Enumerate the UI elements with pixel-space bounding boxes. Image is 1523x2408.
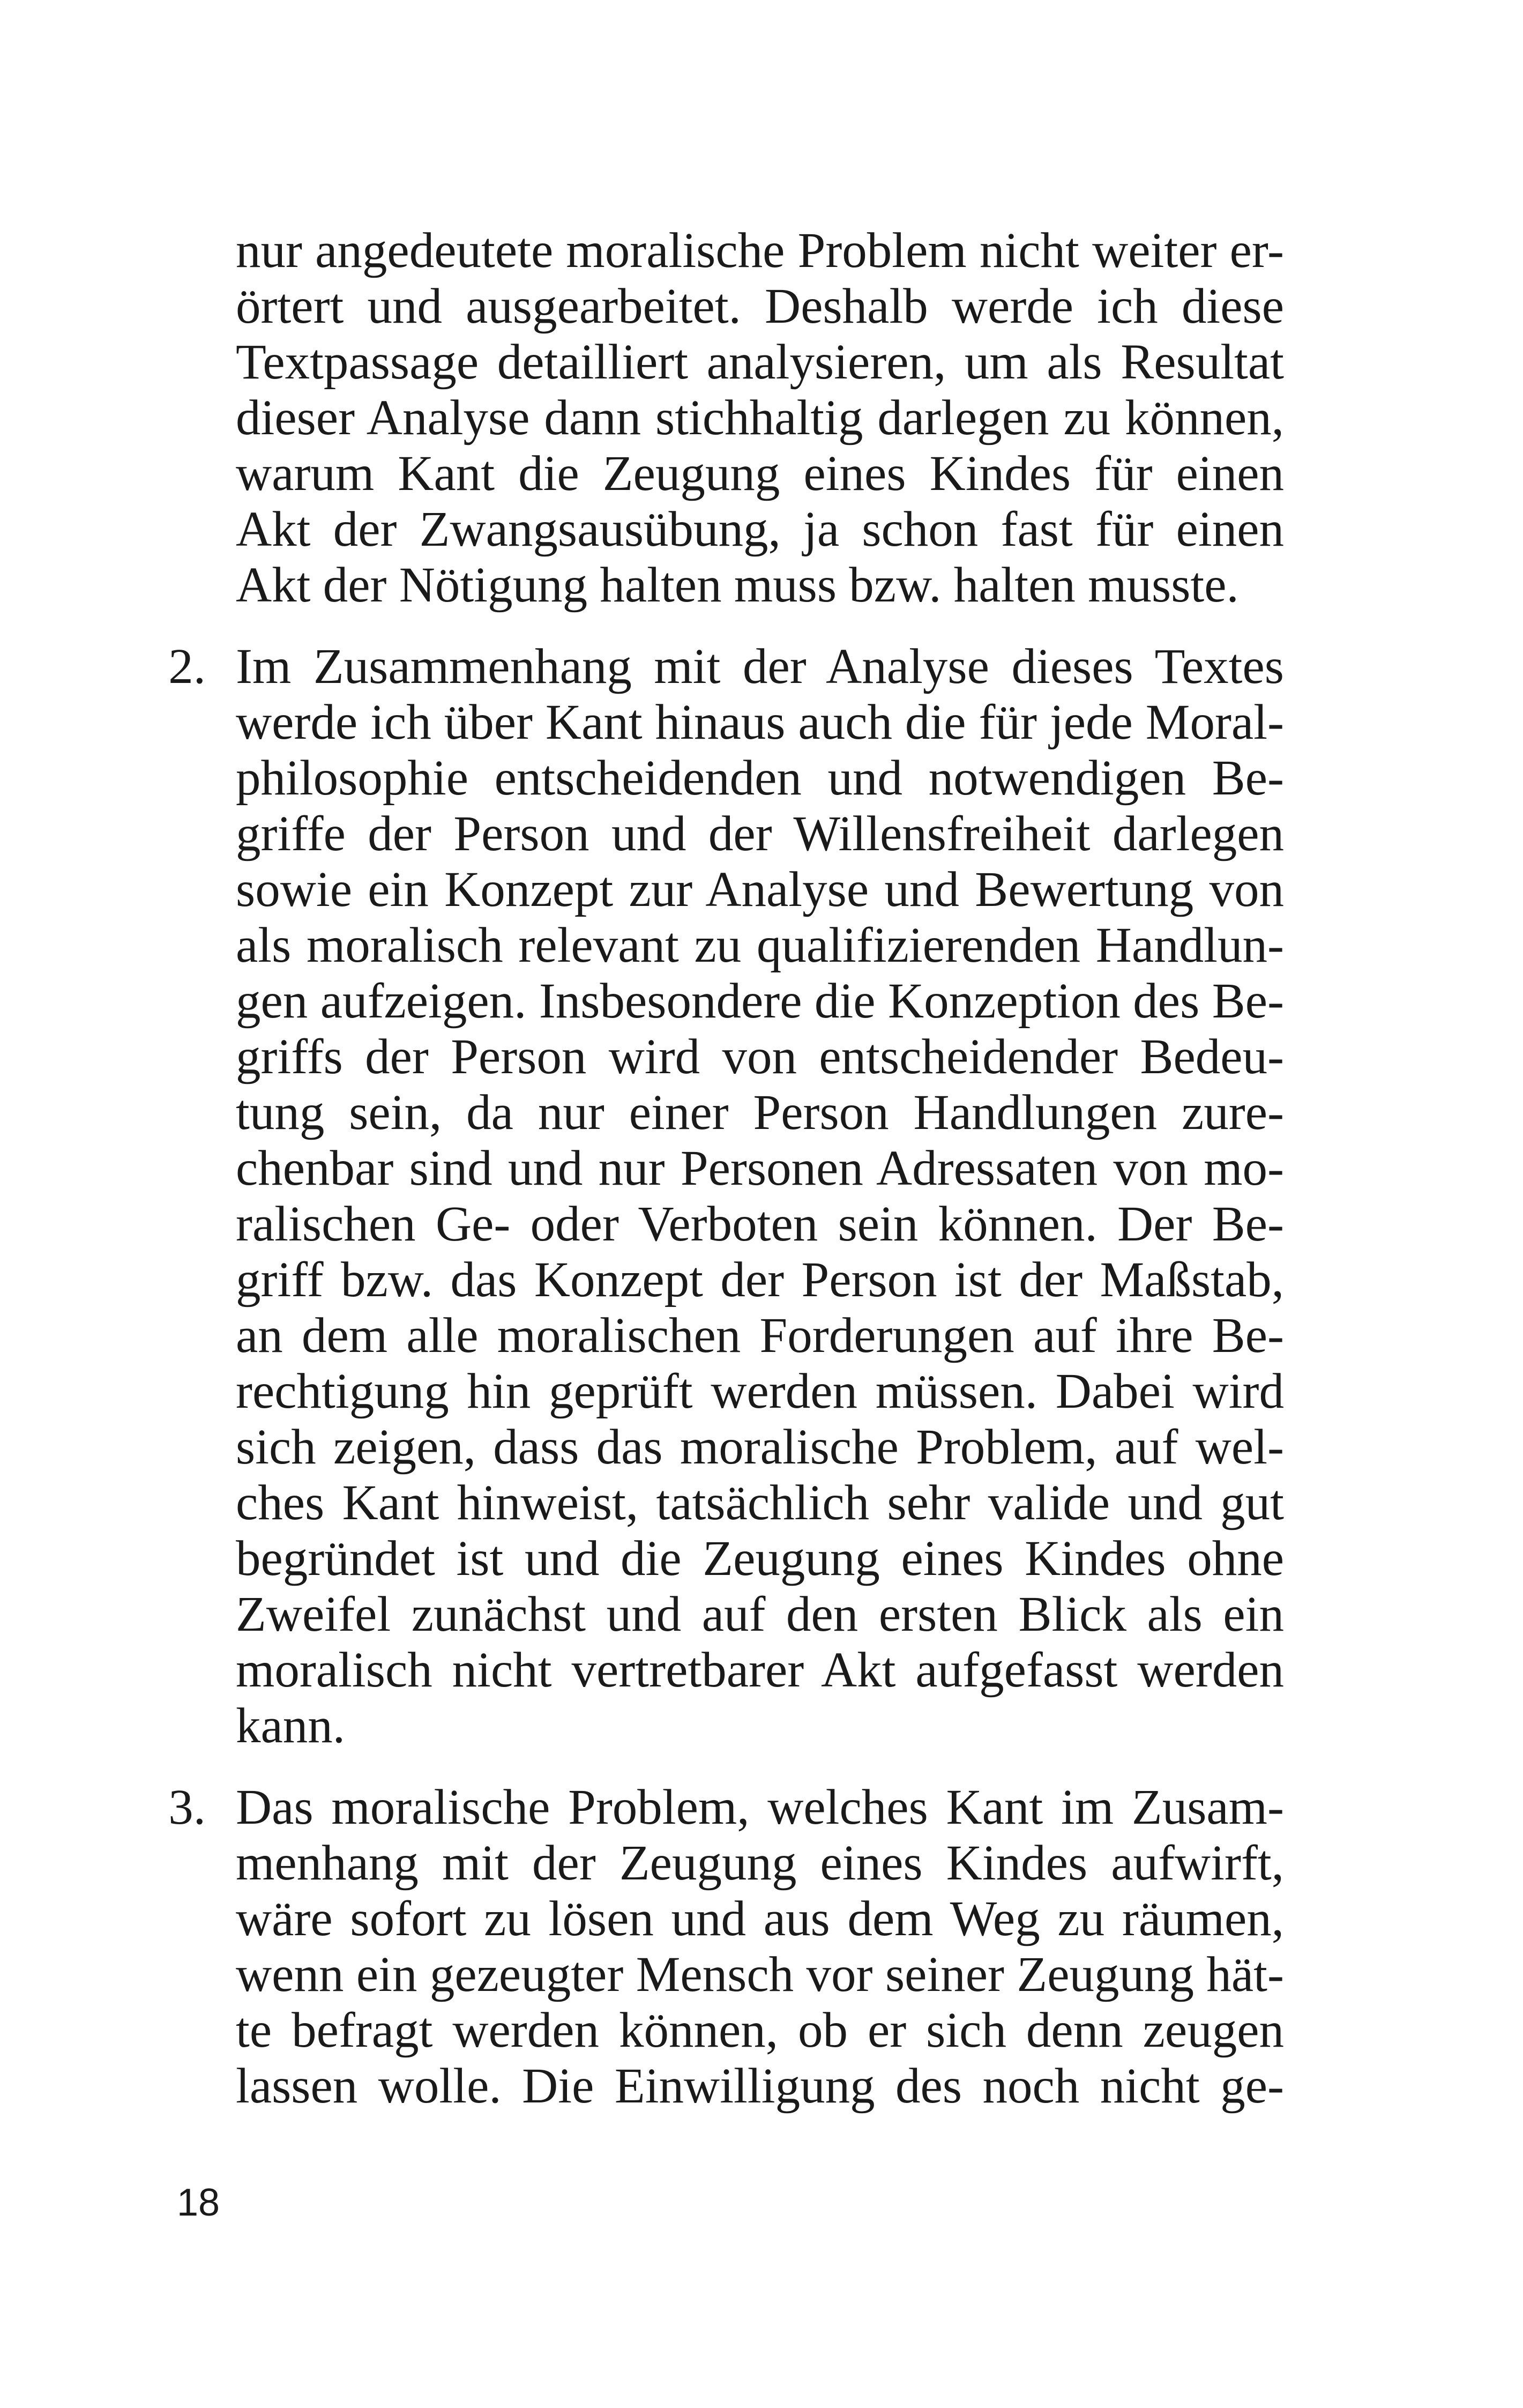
text-line: begründet ist und die Zeugung eines Kindes ohne [236,1531,1284,1586]
text-line: Textpassage detailliert analysieren, um als Resultat [236,335,1284,390]
text-line: sich zeigen, dass das moralische Problem, auf wel- [236,1419,1284,1475]
text-line: Das moralische Problem, welches Kant im Zusam- [236,1780,1284,1835]
text-line: wenn ein gezeugter Mensch vor seiner Zeugung hät- [236,1947,1284,2002]
list-number: 2. [168,639,206,694]
text-line: ches Kant hinweist, tatsächlich sehr valide und gut [236,1475,1284,1530]
text-line: griffs der Person wird von entscheidender Bedeu- [236,1029,1284,1084]
text-line: rechtigung hin geprüft werden müssen. Dabei wird [236,1364,1284,1419]
text-line: nur angedeutete moralische Problem nicht weiter er- [236,223,1284,278]
text-line: te befragt werden können, ob er sich denn zeugen [236,2003,1284,2058]
text-line: Im Zusammenhang mit der Analyse dieses Textes [236,639,1284,694]
text-line: Akt der Zwangsausübung, ja schon fast für einen [236,502,1284,557]
text-line: chenbar sind und nur Personen Adressaten von mo- [236,1141,1284,1196]
text-line: moralisch nicht vertretbarer Akt aufgefasst werden [236,1643,1284,1698]
text-line: als moralisch relevant zu qualifizierenden Handlun- [236,918,1284,973]
list-number: 3. [168,1780,206,1835]
text-line: dieser Analyse dann stichhaltig darlegen zu können, [236,390,1284,445]
text-line: philosophie entscheidenden und notwendigen Be- [236,750,1284,806]
text-line: kann. [236,1698,346,1753]
text-line: sowie ein Konzept zur Analyse und Bewertung von [236,862,1284,917]
text-line: lassen wolle. Die Einwilligung des noch nicht ge- [236,2058,1284,2114]
text-line: werde ich über Kant hinaus auch die für jede Moral- [236,695,1284,750]
text-line: an dem alle moralischen Forderungen auf ihre Be- [236,1308,1284,1363]
text-line: Akt der Nötigung halten muss bzw. halten musste. [236,558,1239,613]
text-line: gen aufzeigen. Insbesondere die Konzeption des Be- [236,973,1284,1029]
text-line: griff bzw. das Konzept der Person ist der Maßstab, [236,1252,1284,1307]
text-line: wäre sofort zu lösen und aus dem Weg zu räumen, [236,1891,1284,1946]
text-line: menhang mit der Zeugung eines Kindes aufwirft, [236,1835,1284,1891]
text-line: örtert und ausgearbeitet. Deshalb werde ich diese [236,279,1284,334]
text-line: warum Kant die Zeugung eines Kindes für einen [236,446,1284,501]
page-number: 18 [177,2181,220,2224]
text-line: ralischen Ge- oder Verboten sein können. Der Be- [236,1196,1284,1252]
text-line: griffe der Person und der Willensfreiheit darlegen [236,806,1284,861]
text-line: Zweifel zunächst und auf den ersten Blick als ein [236,1587,1284,1642]
text-line: tung sein, da nur einer Person Handlungen zure- [236,1085,1284,1140]
